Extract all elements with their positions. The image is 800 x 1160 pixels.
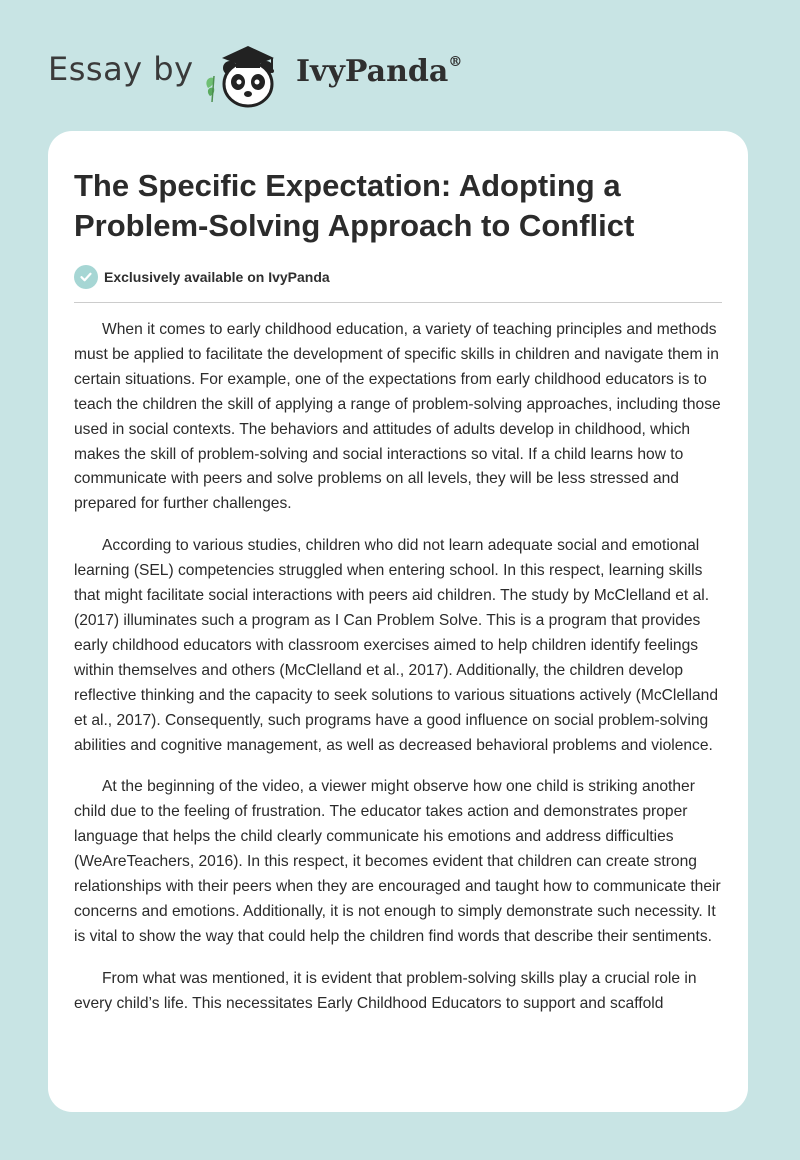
brand-name-text: IvyPanda [296,54,449,89]
paragraph: From what was mentioned, it is evident that problem-solving skills play a crucial role in every child’s life. This necessitates Early Childhood Educators to support and scaffold [74,969,697,1012]
paragraph: According to various studies, children who did not learn adequate social and emotional learning (SEL) competencies struggled when entering school. In this respect, learning skills that might facilitate social interactions with peers aid children. The study by McClelland et al. (2017) illuminates such a program as I Can Problem Solve. This is a program that provides early childhood educators with classroom exercises aimed to help children identify feelings within themselves and others (McClelland et al., 2017). Additionally, the children develop reflective thinking and the capacity to seek solutions to various situations actively (McClelland et al., 2017). Consequently, such programs have a good influence on social problem-solving abilities and cognitive management, as well as decreased behavioral problems and violence. [74,537,718,754]
divider [74,302,722,303]
site-header [0,0,800,130]
checkmark-icon [74,265,98,289]
brand-name[interactable] [296,54,462,89]
paragraph: At the beginning of the video, a viewer might observe how one child is striking another child due to the feeling of frustration. The educator takes action and demonstrates proper language that helps the child clearly communicate his emotions and address difficulties (WeAreTeachers, 2016). In this respect, it becomes evident that children can create strong relationships with their peers when they are encouraged and taught how to communicate their concerns and emotions. Additionally, it is not enough to simply demonstrate such necessity. It is vital to show the way that could help the children find words that describe their sentiments. [74,778,721,945]
essay-card [48,131,748,1112]
essay-title: The Specific Expectation: Adopting a Problem-Solving Approach to Conflict [74,168,635,243]
panda-logo-icon[interactable] [200,38,292,110]
exclusive-badge-label: Exclusively available on IvyPanda [104,269,330,285]
paragraph: When it comes to early childhood education, a variety of teaching principles and methods must be applied to facilitate the development of specific skills in children and navigate them in certain situations. For example, one of the expectations from early childhood educators is to teach the children the skill of applying a range of problem-solving approaches, including those used in social contexts. The behaviors and attitudes of adults develop in childhood, which makes the skill of problem-solving and social interactions so vital. If a child learns how to communicate with peers and solve problems on all levels, they will be less stressed and prepared for further challenges. [74,321,721,513]
essay-body [74,318,724,1034]
essay-by-label: Essay by [48,50,194,88]
exclusive-badge [74,265,330,289]
registered-mark: ® [448,54,463,70]
